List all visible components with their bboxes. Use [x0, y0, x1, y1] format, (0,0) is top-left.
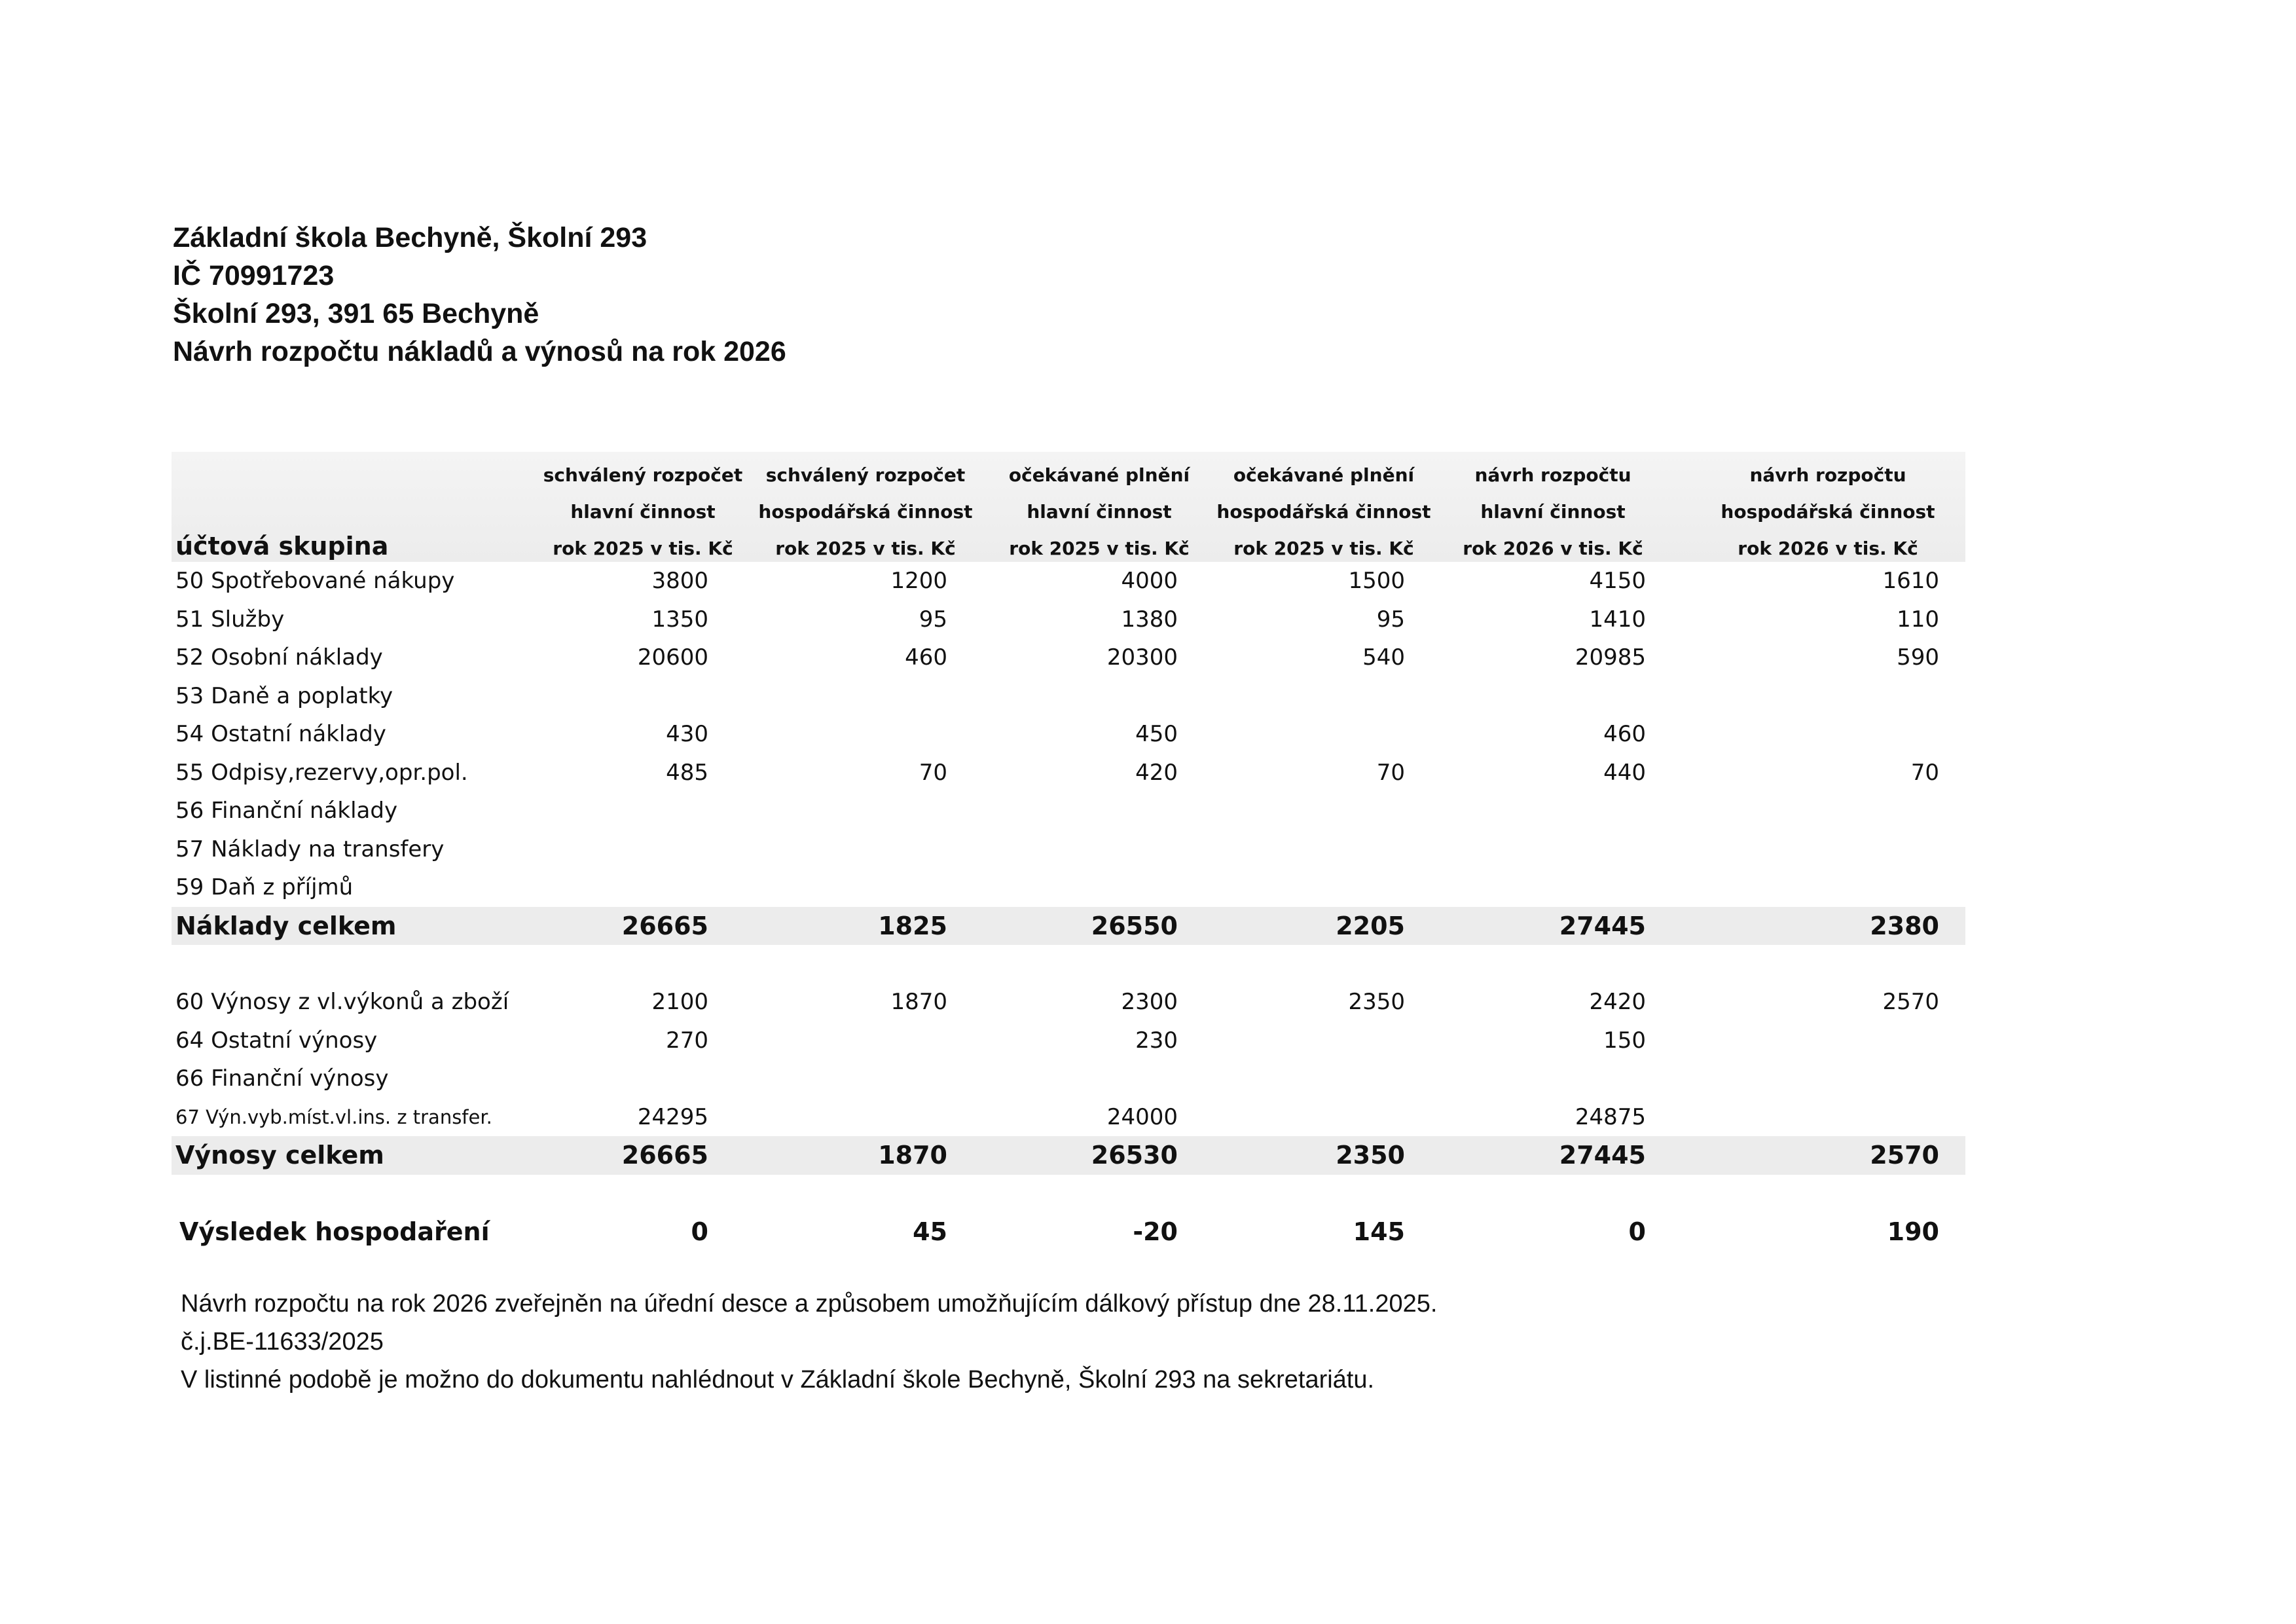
cell-value: 70	[919, 759, 947, 786]
row-label: 53 Daně a poplatky	[175, 682, 393, 709]
table-row	[172, 1060, 1965, 1098]
cell-value: 430	[666, 721, 708, 747]
row-label: 64 Ostatní výnosy	[175, 1027, 378, 1054]
cell-value: 1410	[1589, 606, 1646, 633]
row-label: 59 Daň z příjmů	[175, 874, 354, 900]
cell-value: 190	[1887, 1217, 1939, 1246]
table-row	[172, 830, 1965, 869]
row-label: Náklady celkem	[175, 911, 397, 940]
table-row	[172, 600, 1965, 639]
cell-value: 150	[1603, 1027, 1646, 1054]
cell-value: 20300	[1106, 644, 1178, 671]
cell-value: 1350	[651, 606, 708, 633]
cell-value: 2570	[1870, 1141, 1939, 1170]
table-row	[172, 983, 1965, 1022]
publication-note: Návrh rozpočtu na rok 2026 zveřejněn na úřední desce a způsobem umožňujícím dálkový přístup dne 28.11.2025.	[181, 1290, 1438, 1318]
cell-value: 270	[666, 1027, 708, 1054]
cell-value: 26550	[1091, 911, 1178, 940]
cell-value: 440	[1603, 759, 1646, 786]
table-row	[172, 1098, 1965, 1137]
cell-value: 2300	[1121, 989, 1178, 1015]
row-label: 60 Výnosy z vl.výkonů a zboží	[175, 989, 509, 1015]
row-label: 66 Finanční výnosy	[175, 1065, 389, 1092]
table-row	[172, 754, 1965, 792]
reference-number: č.j.BE-11633/2025	[181, 1328, 384, 1356]
cell-value: 2420	[1589, 989, 1646, 1015]
table-row	[172, 677, 1965, 716]
cell-value: 485	[666, 759, 708, 786]
school-name: Základní škola Bechyně, Školní 293	[173, 222, 647, 253]
cell-value: 24875	[1575, 1103, 1646, 1130]
cell-value: -20	[1133, 1217, 1178, 1246]
cell-value: 70	[1910, 759, 1939, 786]
account-group-header: účtová skupina	[175, 532, 389, 561]
cell-value: 27445	[1559, 911, 1646, 940]
row-label: 52 Osobní náklady	[175, 644, 383, 671]
cell-value: 95	[1376, 606, 1405, 633]
table-row	[172, 792, 1965, 830]
cell-value: 2350	[1336, 1141, 1405, 1170]
table-header	[172, 452, 1965, 562]
cell-value: 95	[919, 606, 947, 633]
table-row	[172, 868, 1965, 907]
cell-value: 420	[1135, 759, 1178, 786]
cell-value: 0	[691, 1217, 708, 1246]
cell-value: 1610	[1882, 568, 1939, 594]
cost-total-row	[172, 907, 1965, 946]
table-row	[172, 562, 1965, 600]
result-row	[172, 1213, 1965, 1252]
cell-value: 230	[1135, 1027, 1178, 1054]
column-header: návrh rozpočtu hlavní činnost rok 2026 v tis. Kč	[1463, 464, 1643, 559]
table-row	[172, 638, 1965, 677]
row-label: Výsledek hospodaření	[179, 1217, 490, 1246]
column-header: očekávané plnění hospodářská činnost rok 2025 v tis. Kč	[1216, 464, 1431, 559]
row-label: Výnosy celkem	[175, 1141, 384, 1170]
row-label: 56 Finanční náklady	[175, 798, 398, 824]
cell-value: 145	[1353, 1217, 1405, 1246]
cell-value: 2205	[1336, 911, 1405, 940]
revenue-total-row	[172, 1136, 1965, 1175]
cell-value: 2100	[651, 989, 708, 1015]
document-title: Návrh rozpočtu nákladů a výnosů na rok 2026	[173, 336, 786, 367]
cell-value: 26665	[621, 1141, 708, 1170]
budget-table	[172, 452, 1965, 1252]
cell-value: 1870	[890, 989, 947, 1015]
cell-value: 24295	[637, 1103, 708, 1130]
cell-value: 26665	[621, 911, 708, 940]
cell-value: 1200	[890, 568, 947, 594]
spacer	[172, 945, 1965, 983]
company-id: IČ 70991723	[173, 260, 335, 291]
document-header	[173, 219, 786, 371]
cell-value: 2350	[1348, 989, 1405, 1015]
cell-value: 1825	[878, 911, 947, 940]
cell-value: 460	[1603, 721, 1646, 747]
cell-value: 24000	[1106, 1103, 1178, 1130]
cell-value: 110	[1897, 606, 1939, 633]
row-label: 55 Odpisy,rezervy,opr.pol.	[175, 759, 468, 786]
row-label: 50 Spotřebované nákupy	[175, 568, 455, 594]
cell-value: 27445	[1559, 1141, 1646, 1170]
cell-value: 1870	[878, 1141, 947, 1170]
school-address: Školní 293, 391 65 Bechyně	[173, 298, 539, 329]
row-label: 67 Výn.vyb.míst.vl.ins. z transfer.	[175, 1105, 492, 1128]
cell-value: 4000	[1121, 568, 1178, 594]
cell-value: 70	[1376, 759, 1405, 786]
cell-value: 45	[913, 1217, 947, 1246]
row-label: 54 Ostatní náklady	[175, 721, 386, 747]
row-label: 51 Služby	[175, 606, 285, 633]
cell-value: 3800	[651, 568, 708, 594]
spacer	[172, 1175, 1965, 1213]
cell-value: 590	[1897, 644, 1939, 671]
cell-value: 450	[1135, 721, 1178, 747]
cell-value: 0	[1628, 1217, 1646, 1246]
column-header: očekávané plnění hlavní činnost rok 2025 v tis. Kč	[1008, 464, 1190, 559]
cell-value: 20600	[637, 644, 708, 671]
document-footer	[181, 1285, 1437, 1399]
table-row	[172, 715, 1965, 754]
cell-value: 540	[1362, 644, 1405, 671]
column-header: schválený rozpočet hospodářská činnost rok 2025 v tis. Kč	[758, 464, 973, 559]
access-note: V listinné podobě je možno do dokumentu nahlédnout v Základní škole Bechyně, Školní 293 na sekretariátu.	[181, 1366, 1375, 1393]
cell-value: 2570	[1882, 989, 1939, 1015]
cell-value: 460	[905, 644, 947, 671]
cell-value: 26530	[1091, 1141, 1178, 1170]
cell-value: 1380	[1121, 606, 1178, 633]
column-header: schválený rozpočet hlavní činnost rok 2025 v tis. Kč	[543, 464, 743, 559]
row-label: 57 Náklady na transfery	[175, 836, 445, 862]
cell-value: 2380	[1870, 911, 1939, 940]
column-header: návrh rozpočtu hospodářská činnost rok 2026 v tis. Kč	[1721, 464, 1935, 559]
cell-value: 1500	[1348, 568, 1405, 594]
cell-value: 4150	[1589, 568, 1646, 594]
table-row	[172, 1022, 1965, 1060]
cell-value: 20985	[1575, 644, 1646, 671]
